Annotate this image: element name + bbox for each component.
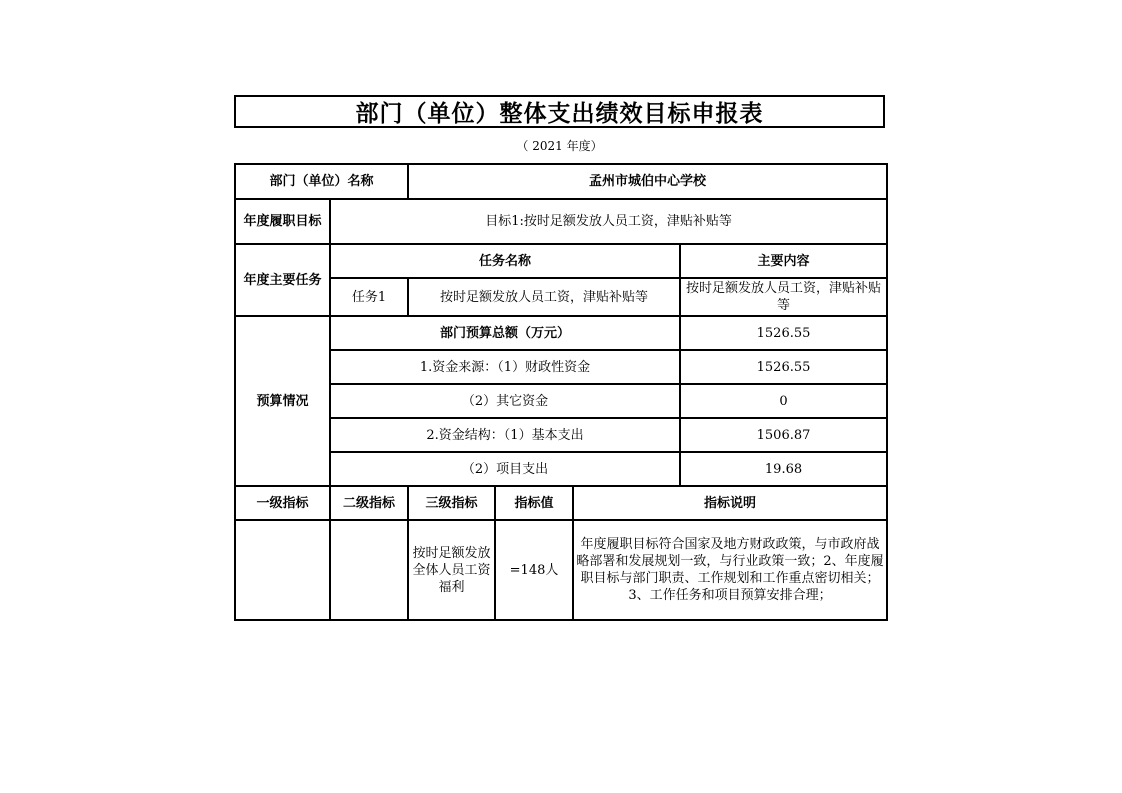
indicator-header-level3: 三级指标 xyxy=(408,486,495,520)
indicator-header-level1: 一级指标 xyxy=(235,486,330,520)
unit-row xyxy=(235,164,887,199)
budget-row xyxy=(235,418,887,452)
annual-goal-row xyxy=(235,199,887,244)
budget-row xyxy=(235,384,887,418)
budget-value: 19.68 xyxy=(680,452,887,486)
report-table xyxy=(234,163,888,621)
budget-value: 0 xyxy=(680,384,887,418)
indicator-level1 xyxy=(235,520,330,620)
unit-label: 部门（单位）名称 xyxy=(235,164,408,199)
task-content: 按时足额发放人员工资，津贴补贴等 xyxy=(680,278,887,316)
indicators-header-row xyxy=(235,486,887,520)
task-name: 按时足额发放人员工资，津贴补贴等 xyxy=(408,278,680,316)
indicator-header-description: 指标说明 xyxy=(573,486,887,520)
indicator-description: 年度履职目标符合国家及地方财政政策，与市政府战略部署和发展规划一致，与行业政策一致；2、年度履职目标与部门职责、工作规划和工作重点密切相关；3、工作任务和项目预算安排合理； xyxy=(573,520,887,620)
budget-value: 1526.55 xyxy=(680,316,887,350)
budget-item: 1.资金来源：（1）财政性资金 xyxy=(330,350,680,384)
annual-goal-label: 年度履职目标 xyxy=(235,199,330,244)
budget-row xyxy=(235,316,887,350)
budget-value: 1526.55 xyxy=(680,350,887,384)
budget-item: 部门预算总额（万元） xyxy=(330,316,680,350)
budget-row xyxy=(235,452,887,486)
indicator-header-value: 指标值 xyxy=(495,486,573,520)
indicator-value: =148人 xyxy=(495,520,573,620)
task-name-header: 任务名称 xyxy=(330,244,680,278)
indicator-level3: 按时足额发放全体人员工资福利 xyxy=(408,520,495,620)
budget-item: 2.资金结构：（1）基本支出 xyxy=(330,418,680,452)
unit-value: 孟州市城伯中心学校 xyxy=(408,164,887,199)
budget-item: （2）项目支出 xyxy=(330,452,680,486)
budget-label: 预算情况 xyxy=(235,316,330,486)
tasks-header-row xyxy=(235,244,887,278)
indicator-row xyxy=(235,520,887,620)
main-tasks-label: 年度主要任务 xyxy=(235,244,330,316)
budget-row xyxy=(235,350,887,384)
year-label: （ 2021 年度） xyxy=(516,139,603,153)
indicator-level2 xyxy=(330,520,408,620)
annual-goal-value: 目标1:按时足额发放人员工资，津贴补贴等 xyxy=(330,199,887,244)
task-row xyxy=(235,278,887,316)
budget-item: （2）其它资金 xyxy=(330,384,680,418)
task-id: 任务1 xyxy=(330,278,408,316)
indicator-header-level2: 二级指标 xyxy=(330,486,408,520)
budget-value: 1506.87 xyxy=(680,418,887,452)
report-title: 部门（单位）整体支出绩效目标申报表 xyxy=(234,95,885,128)
main-content-header: 主要内容 xyxy=(680,244,887,278)
